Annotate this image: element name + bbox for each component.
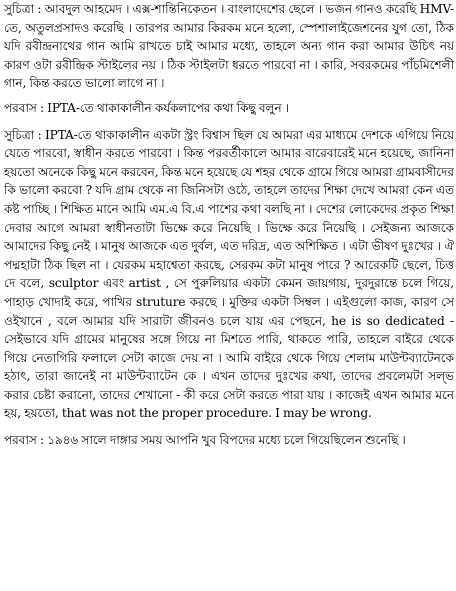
interview-answer-paragraph: সুচিত্রা : আবদুল আহমেদ । এক্স-শান্তিনিকেতন । বাংলাদেশের ছেলে । ভজন গানও করেছি HMV-তে, অতুলপ্রসাদও করেছি । তারপর আমার কিরকম মনে হলো, স্পেশালাইজেশনের যুগ তো, ঠিক যদি রবীন্দ্রনাথের গান আমি রাখতে চাই আমার মধ্যে, তাহলে অন্য গান করা আমার উচিৎ নয় কারণ ওটা রবীন্দ্রিক স্টাইলের নয় । ঠিক স্টাইলটা ধরতে পারবো না । কারি, সবরকমের পাঁচমিশেলী গান, কিন্ত করতে ভালো লাগে না । [4,2,454,91]
interview-question-paragraph: পরবাস : ১৯৪৬ সালে দাঙ্গার সময় আপনি খুব বিপদের মধ্যে চলে গিয়েছিলেন শুনেছি । [4,433,406,448]
interview-question-paragraph: পরবাস : IPTA-তে থাকাকালীন কর্যকলাপের কথা কিছু বলুন । [4,100,290,115]
document-page [4,0,454,591]
interview-answer-paragraph: সুচিত্রা : IPTA-তে থাকাকালীন একটা স্ট্রং বিশ্বাস ছিল যে আমরা এর মাধ্যমে দেশকে এগিয়ে নিয়ে যেতে পারবো, স্বাধীন করতে পারবো । কিন্ত পরবর্তীকালে আমার বারেবারেই মনে হয়েছে, জানিনা হয়তো অনেকে কিছু মনে করবেন, কিন্ত মনে হয়েছে যে শহর থেকে গ্রামে গিয়ে আমরা গ্রামবাসীদের কি ভালো করবো ? যদি গ্রাম থেকে না জিনিসটা ওঠে, তাহলে তাদের শিক্ষা দেখে আমরা কেন এত কষ্ট পাচ্ছি । শিক্ষিত মানে আমি এম.এ বি.এ পাশের কথা বলছি না । দেশের লোকেদের প্রকৃত শিক্ষা দেবার আগে আমরা স্বাধীনতাটা ভিক্ষে করে নিয়েছি । ভিক্ষে করে নিয়েছি । সেইজন্য আজকে আমাদের কিছু নেই । মানুষ আজকে এত দুর্বল, এত দরিদ্র, এত অশিক্ষিত । এটা ভীষণ দুঃখের । ঐ পদ্মহাটা ঠিক ছিল না । যেরকম মহাশ্বেতা করছে, সেরকম কটা মানুষ পারে ? আরেকটি ছেলে, চিত্ত দে বলে, sculptor এবং artist , সে পুরুলিয়ার একটা কেমন জায়গায়, দুরদুরান্তে চলে গিয়ে, পাহাড় খোদাই করে, পাখির struture করছে । মুক্তির একটা সিম্বল । এইগুলো কাজ, কারণ সে ওইখানে , বলে আমার যদি সারাটা জীবনও চলে যায় এর পেছনে, he is so dedicated - সেইভাবে যদি গ্রামের মানুষের সঙ্গে গিয়ে না মিশতে পারি, থাকতে পারি, তাহলে বাইরে থেকে গিয়ে নেতাগিরি ফলালে সেটা কাজে দেয় না । আমি বাইরে থেকে গিয়ে শেলাম মাউন্টব্যাটেনকে হঠাৎ, তারা জানেই না মাউন্টব্যাটেন কে । এখন তাদের দুঃখের কথা, তাদের প্রবলেমটা সল্ভ করার চেষ্টা করানো, তাদের শেখানো - কী করে সেটা করতে পারা যায় । কাজেই এখন আমার মনে হয়, হয়তো, that was not the proper procedure. I may be wrong. [4,127,454,421]
